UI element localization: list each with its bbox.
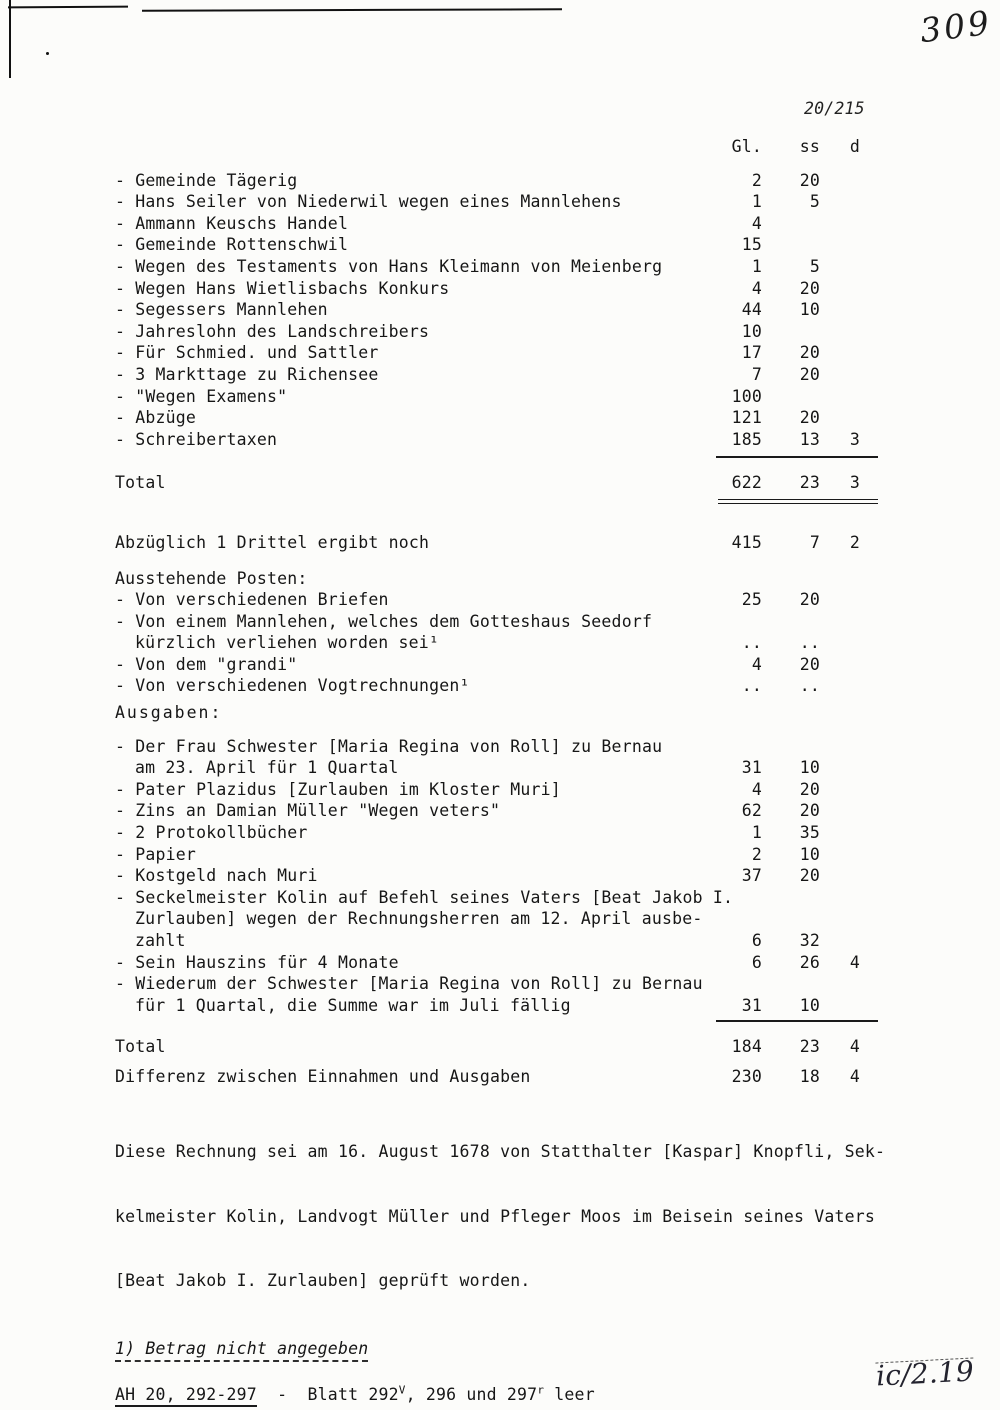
differenz-d: 4	[849, 1066, 860, 1086]
table-row	[115, 654, 860, 676]
entry-gl: 100	[731, 386, 762, 406]
abzug-row	[115, 532, 860, 554]
entry-label: - "Wegen Examens"	[115, 386, 288, 406]
entry-label	[115, 736, 692, 779]
entry-line: - Von verschiedenen Vogtrechnungen¹	[115, 676, 470, 696]
entry-line: - Zins an Damian Müller "Wegen veters"	[115, 801, 501, 821]
total-label: Total	[115, 1037, 166, 1057]
table-row	[115, 865, 860, 887]
entry-ss: 10	[799, 995, 820, 1015]
entry-gl: 6	[751, 952, 762, 972]
source-reference: AH 20, 292-297	[115, 1385, 257, 1407]
entry-gl: 4	[751, 654, 762, 674]
ausstehende-block	[115, 589, 860, 697]
table-row	[115, 675, 860, 697]
entry-d: 3	[849, 429, 860, 449]
entry-line: für 1 Quartal, die Summe war im Juli fällig	[135, 995, 571, 1015]
entry-line: am 23. April für 1 Quartal	[135, 758, 399, 778]
table-row	[115, 589, 860, 611]
entry-line: - Der Frau Schwester [Maria Regina von Roll] zu Bernau	[115, 736, 663, 756]
scan-artifact-top-line	[8, 6, 128, 9]
entry-gl: 10	[741, 321, 762, 341]
entry-gl: 4	[751, 779, 762, 799]
source-mid: , 296 und 297	[405, 1384, 538, 1404]
entry-label: - Schreibertaxen	[115, 429, 278, 449]
entry-ss: 20	[799, 801, 820, 821]
entry-label	[115, 844, 692, 866]
entry-ss: ..	[799, 676, 820, 696]
entry-line: kürzlich verliehen worden sei¹	[135, 633, 440, 653]
table-row	[115, 736, 860, 779]
entry-line: - Wiederum der Schwester [Maria Regina von Roll] zu Bernau	[115, 974, 703, 994]
entry-gl: 1	[751, 256, 762, 276]
entry-gl: 185	[731, 429, 762, 449]
entry-label: - Jahreslohn des Landschreibers	[115, 321, 430, 341]
table-row	[115, 364, 860, 386]
ausgaben-block	[115, 736, 860, 1017]
entry-d: 4	[849, 952, 860, 972]
total-gl: 622	[731, 473, 762, 493]
table-row	[115, 611, 860, 654]
entry-label: - Hans Seiler von Niederwil wegen eines Mannlehens	[115, 192, 622, 212]
table-row	[115, 321, 860, 343]
total-ss: 23	[799, 473, 820, 493]
column-header-spacer	[115, 136, 692, 158]
entry-label: - Ammann Keuschs Handel	[115, 213, 349, 233]
total-row	[115, 1036, 860, 1058]
abzug-gl: 415	[731, 532, 762, 552]
entry-ss: 20	[799, 779, 820, 799]
entry-line: - Pater Plazidus [Zurlauben im Kloster Muri]	[115, 779, 561, 799]
scan-artifact-top-line	[142, 8, 562, 11]
entry-label	[115, 800, 692, 822]
entry-ss: 35	[799, 823, 820, 843]
entry-label: - Wegen des Testaments von Hans Kleimann von Meienberg	[115, 256, 663, 276]
entry-gl: 17	[741, 343, 762, 363]
entry-ss: 5	[809, 256, 820, 276]
column-header-d: d	[849, 137, 860, 156]
closing-line: [Beat Jakob I. Zurlauben] geprüft worden.	[115, 1271, 531, 1291]
abzug-d: 2	[849, 532, 860, 552]
abzug-ss: 7	[809, 532, 820, 552]
column-header-ss: ss	[799, 137, 820, 156]
entry-label	[115, 611, 692, 654]
table-row	[115, 234, 860, 256]
footnote	[115, 1338, 860, 1362]
handwritten-page-number: 309	[917, 2, 995, 51]
table-row	[115, 386, 860, 408]
table-row	[115, 429, 860, 451]
entry-gl: 1	[751, 823, 762, 843]
entry-gl: 1	[751, 192, 762, 212]
table-row	[115, 407, 860, 429]
entry-label: - 3 Markttage zu Richensee	[115, 364, 379, 384]
entry-label: - Gemeinde Tägerig	[115, 170, 298, 190]
table-row	[115, 800, 860, 822]
entry-line: - Von dem "grandi"	[115, 654, 298, 674]
handwritten-bottom-note: ic/2.19	[875, 1354, 975, 1393]
entry-label	[115, 865, 692, 887]
differenz-label: Differenz zwischen Einnahmen und Ausgaben	[115, 1066, 531, 1086]
entry-label	[115, 952, 692, 974]
differenz-gl: 230	[731, 1066, 762, 1086]
entry-label: - Für Schmied. und Sattler	[115, 343, 379, 363]
table-row	[115, 822, 860, 844]
entry-ss: 20	[799, 408, 820, 428]
sum-rule	[716, 1020, 878, 1022]
entry-gl: 31	[741, 995, 762, 1015]
column-header-gl: Gl.	[731, 137, 762, 156]
entry-ss: 20	[799, 364, 820, 384]
entry-label	[115, 822, 692, 844]
table-row	[115, 278, 860, 300]
closing-line: kelmeister Kolin, Landvogt Müller und Pfleger Moos im Beisein seines Vaters	[115, 1206, 876, 1226]
entry-ss: 20	[799, 343, 820, 363]
total-double-rule	[718, 499, 878, 504]
entry-gl: ..	[741, 676, 762, 696]
table-row	[115, 887, 860, 952]
entry-gl: ..	[741, 633, 762, 653]
entry-ss: 20	[799, 866, 820, 886]
entry-line: - Von einem Mannlehen, welches dem Gotteshaus Seedorf	[115, 611, 653, 631]
entry-label: - Gemeinde Rottenschwil	[115, 235, 349, 255]
entry-label	[115, 654, 692, 676]
table-row	[115, 170, 860, 192]
table-row	[115, 191, 860, 213]
entry-ss: 20	[799, 654, 820, 674]
entry-label: - Segessers Mannlehen	[115, 300, 328, 320]
entry-line: - Papier	[115, 844, 197, 864]
table-row	[115, 779, 860, 801]
source-tail: leer	[544, 1384, 595, 1404]
table-row	[115, 299, 860, 321]
entry-gl: 121	[731, 408, 762, 428]
entry-line: - Seckelmeister Kolin auf Befehl seines Vaters [Beat Jakob I.	[115, 887, 734, 907]
entry-line: Zurlauben] wegen der Rechnungsherren am 12. April ausbe-	[135, 909, 703, 929]
source-line	[115, 1384, 860, 1406]
total-gl: 184	[731, 1037, 762, 1057]
entry-gl: 2	[751, 170, 762, 190]
entry-gl: 37	[741, 866, 762, 886]
account-table	[115, 136, 886, 1405]
entry-label	[115, 675, 692, 697]
total-d: 3	[849, 473, 860, 493]
entry-gl: 44	[741, 300, 762, 320]
source-superscript-v: V	[398, 1383, 406, 1397]
entry-ss: 20	[799, 590, 820, 610]
entry-gl: 4	[751, 278, 762, 298]
table-row	[115, 952, 860, 974]
entry-line: - Sein Hauszins für 4 Monate	[115, 952, 399, 972]
entry-ss: 5	[809, 192, 820, 212]
entry-ss: 20	[799, 278, 820, 298]
section-heading-ausstehende: Ausstehende Posten:	[115, 568, 308, 588]
table-row	[115, 973, 860, 1016]
entry-gl: 4	[751, 213, 762, 233]
entry-label	[115, 779, 692, 801]
entry-gl: 6	[751, 931, 762, 950]
column-header-row	[115, 136, 860, 158]
differenz-ss: 18	[799, 1066, 820, 1086]
entry-gl: 62	[741, 801, 762, 821]
entry-label: - Abzüge	[115, 408, 197, 428]
entries-block	[115, 170, 860, 451]
table-row	[115, 844, 860, 866]
table-row	[115, 342, 860, 364]
entry-gl: 2	[751, 844, 762, 864]
footnote-text: 1) Betrag nicht angegeben	[115, 1338, 368, 1362]
entry-gl: 25	[741, 590, 762, 610]
entry-gl: 7	[751, 364, 762, 384]
entry-label	[115, 589, 692, 611]
table-row	[115, 213, 860, 235]
section-heading-ausgaben: Ausgaben:	[115, 703, 223, 723]
entry-ss: 32	[799, 931, 820, 950]
entry-ss: 20	[799, 170, 820, 190]
entry-ss: 26	[799, 952, 820, 972]
entry-ss: 13	[799, 429, 820, 449]
entry-ss: 10	[799, 758, 820, 778]
source-superscript-r: r	[537, 1383, 545, 1397]
archive-reference: 20/215	[804, 99, 865, 118]
entry-label	[115, 973, 703, 1016]
total-row	[115, 472, 860, 494]
entry-line: - Kostgeld nach Muri	[115, 866, 318, 886]
sum-rule	[716, 456, 878, 458]
table-row	[115, 256, 860, 278]
entry-label: - Wegen Hans Wietlisbachs Konkurs	[115, 278, 450, 298]
entry-gl: 15	[741, 235, 762, 255]
closing-paragraph	[115, 1098, 886, 1336]
entry-line: zahlt	[135, 931, 186, 950]
closing-line: Diese Rechnung sei am 16. August 1678 von Statthalter [Kaspar] Knopfli, Sek-	[115, 1141, 886, 1161]
entry-gl: 31	[741, 758, 762, 778]
entry-line: - Von verschiedenen Briefen	[115, 590, 389, 610]
total-label: Total	[115, 473, 166, 493]
entry-label	[115, 887, 734, 952]
entry-ss: 10	[799, 300, 820, 320]
total-ss: 23	[799, 1037, 820, 1057]
scan-artifact-left-line	[9, 0, 11, 78]
abzug-label: Abzüglich 1 Drittel ergibt noch	[115, 532, 430, 552]
total-d: 4	[849, 1037, 860, 1057]
scan-artifact-spot	[46, 52, 49, 55]
differenz-row	[115, 1066, 860, 1088]
source-mid: - Blatt 292	[256, 1384, 399, 1404]
entry-line: - 2 Protokollbücher	[115, 823, 308, 843]
entry-ss: ..	[799, 633, 820, 653]
entry-ss: 10	[799, 844, 820, 864]
